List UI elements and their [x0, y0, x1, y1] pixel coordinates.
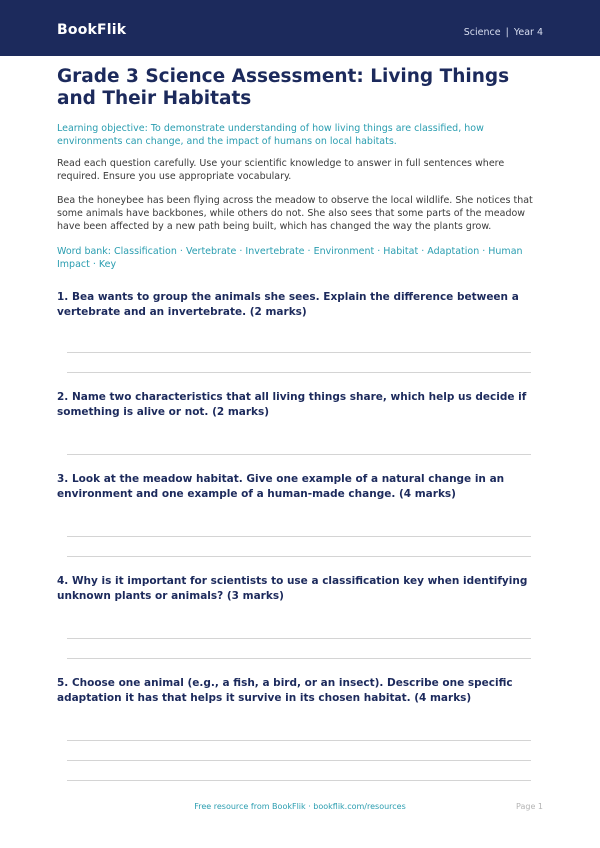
answer-line[interactable]	[67, 454, 531, 455]
year-label: Year 4	[513, 27, 543, 38]
word-bank: Word bank: Classification · Vertebrate · Invertebrate · Environment · Habitat · Adaptation · Human Impact · Key	[57, 246, 523, 270]
answer-line[interactable]	[67, 658, 531, 659]
page-title: Grade 3 Science Assessment: Living Things and Their Habitats	[57, 66, 510, 109]
answer-line[interactable]	[67, 638, 531, 639]
answer-line[interactable]	[67, 740, 531, 741]
answer-line[interactable]	[67, 372, 531, 373]
story-text: Bea the honeybee has been flying across the meadow to observe the local wildlife. She notices that some animals have backbones, while others do not. She also sees that some parts of the meadow have been affected by a new path being built, which has changed the way the plants grow.	[57, 195, 533, 232]
question-1: 1. Bea wants to group the animals she sees. Explain the difference between a vertebrate and an invertebrate. (2 marks)	[57, 291, 519, 318]
question-3: 3. Look at the meadow habitat. Give one example of a natural change in an environment and one example of a human-made change. (4 marks)	[57, 473, 505, 500]
question-5: 5. Choose one animal (e.g., a fish, a bird, or an insect). Describe one specific adaptation it has that helps it survive in its chosen habitat. (4 marks)	[57, 677, 513, 704]
question-2: 2. Name two characteristics that all living things share, which help us decide if something is alive or not. (2 marks)	[57, 391, 527, 418]
answer-line[interactable]	[67, 556, 531, 557]
answer-line[interactable]	[67, 760, 531, 761]
learning-objective: Learning objective: To demonstrate understanding of how living things are classified, how environments can change, and the impact of humans on local habitats.	[57, 123, 484, 147]
answer-line[interactable]	[67, 780, 531, 781]
brand-logo: BookFlik	[57, 22, 127, 38]
answer-line[interactable]	[67, 536, 531, 537]
header-bar	[0, 0, 600, 56]
footer-credit: Free resource from BookFlik · bookflik.com/resources	[194, 802, 406, 811]
page-number: Page 1	[516, 802, 543, 811]
subject-label: Science	[463, 27, 501, 38]
subject-year-label	[464, 27, 543, 38]
instructions-text: Read each question carefully. Use your scientific knowledge to answer in full sentences where required. Ensure you use appropriate vocabulary.	[57, 158, 505, 182]
separator: |	[505, 27, 509, 38]
answer-line[interactable]	[67, 352, 531, 353]
question-4: 4. Why is it important for scientists to use a classification key when identifying unknown plants or animals? (3 marks)	[57, 575, 528, 602]
